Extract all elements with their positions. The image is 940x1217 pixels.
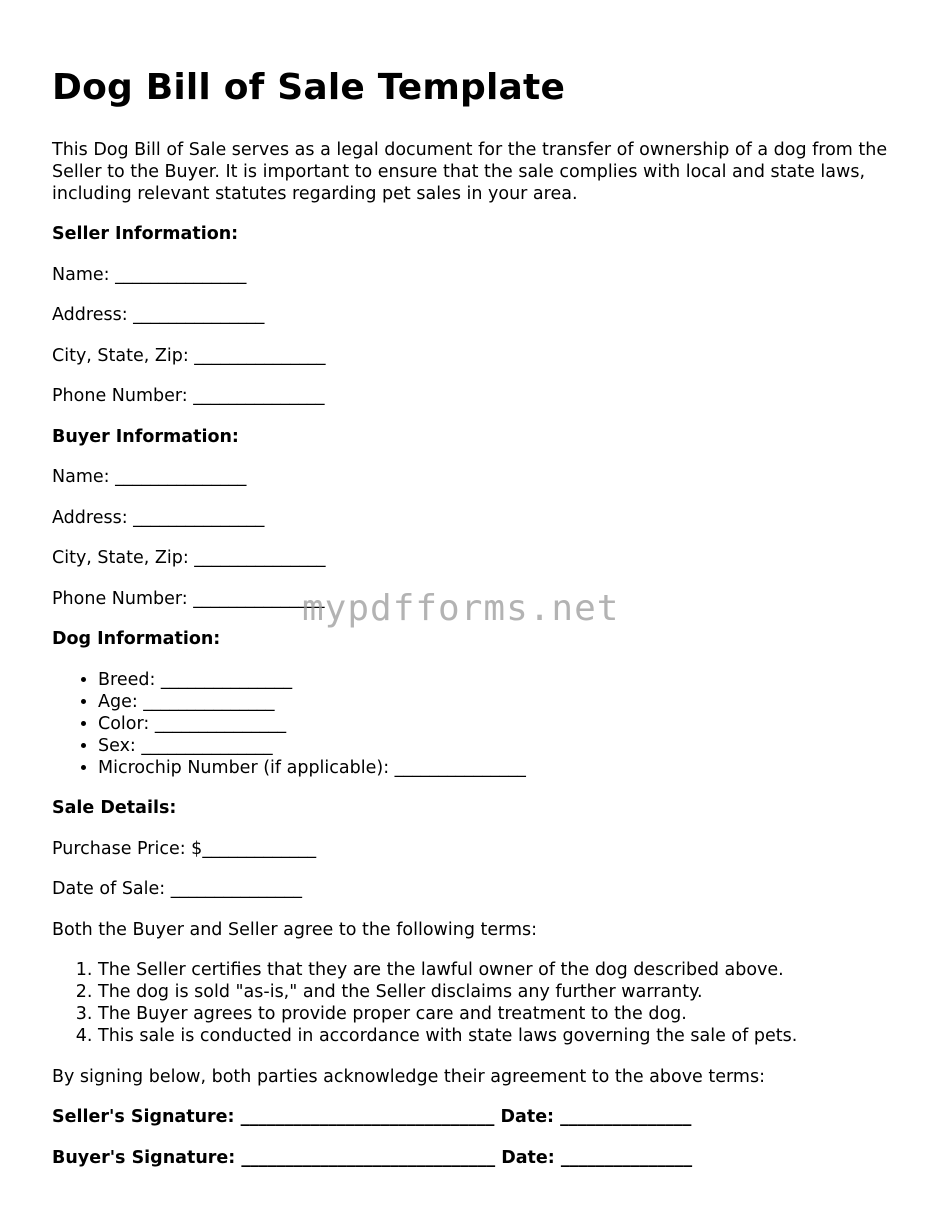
dog-heading: Dog Information: <box>52 629 221 649</box>
dog-age-field: • Age: _______________ <box>98 691 902 713</box>
purchase-price-field: Purchase Price: $_____________ <box>52 838 317 859</box>
dog-info-list <box>52 669 902 779</box>
buyer-signature-line: Buyer's Signature: _____________________________ Date: _______________ <box>52 1147 693 1168</box>
seller-heading: Seller Information: <box>52 224 239 244</box>
seller-phone-field: Phone Number: _______________ <box>52 386 325 406</box>
term-item: 1. The Seller certifies that they are the lawful owner of the dog described above. <box>98 959 902 981</box>
intro-paragraph: This Dog Bill of Sale serves as a legal document for the transfer of ownership of a dog from the Seller to the Buyer. It is important to ensure that the sale complies with local and state laws, including relevant statutes regarding pet sales in your area. <box>52 140 888 204</box>
dog-microchip-field: • Microchip Number (if applicable): _______________ <box>98 757 902 779</box>
dog-sex-field: • Sex: _______________ <box>98 735 902 757</box>
term-item: 3. The Buyer agrees to provide proper care and treatment to the dog. <box>98 1003 902 1025</box>
page-title: Dog Bill of Sale Template <box>52 67 566 108</box>
term-item: 2. The dog is sold "as-is," and the Seller disclaims any further warranty. <box>98 981 902 1003</box>
buyer-heading: Buyer Information: <box>52 426 239 447</box>
sale-heading: Sale Details: <box>52 798 177 818</box>
dog-color-field: • Color: _______________ <box>98 713 902 735</box>
buyer-city-field: City, State, Zip: _______________ <box>52 548 326 568</box>
buyer-name-field: Name: _______________ <box>52 467 247 487</box>
dog-breed-field: • Breed: _______________ <box>98 669 902 691</box>
buyer-phone-field: Phone Number: _______________ <box>52 588 325 609</box>
terms-intro: Both the Buyer and Seller agree to the following terms: <box>52 919 538 940</box>
terms-list <box>52 959 902 1047</box>
seller-address-field: Address: _______________ <box>52 305 265 325</box>
watermark: mypdfforms.net <box>302 588 620 629</box>
seller-city-field: City, State, Zip: _______________ <box>52 345 326 366</box>
sale-date-field: Date of Sale: _______________ <box>52 879 302 899</box>
signing-intro: By signing below, both parties acknowledge their agreement to the above terms: <box>52 1066 765 1087</box>
term-item: 4. This sale is conducted in accordance with state laws governing the sale of pets. <box>98 1025 902 1047</box>
seller-signature-line: Seller's Signature: _____________________________ Date: _______________ <box>52 1107 692 1127</box>
buyer-address-field: Address: _______________ <box>52 507 265 528</box>
seller-name-field: Name: _______________ <box>52 264 247 285</box>
